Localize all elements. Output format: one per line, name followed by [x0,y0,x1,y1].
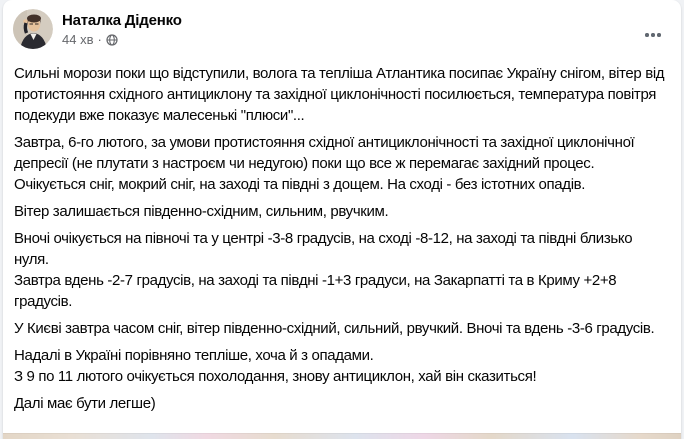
author-name[interactable]: Наталка Діденко [62,12,182,29]
post-line: Завтра вдень -2-7 градусів, на заході та півдні -1+3 градуси, на Закарпатті та в Криму +2+8 градусів. [14,272,617,310]
meta-separator: · [97,32,102,47]
post-paragraph [14,132,668,195]
post-line: Далі має бути легше) [14,395,156,412]
post-text [3,51,681,414]
header-meta [62,9,637,48]
post-paragraph [14,201,668,222]
attachment-image-edge[interactable] [3,433,681,439]
avatar-image [13,9,53,49]
post-meta-row [62,32,637,48]
globe-icon [106,34,118,46]
post-line: Надалі в Україні порівняно тепліше, хоча й з опадами. [14,347,374,364]
avatar[interactable] [13,9,53,49]
post-line: Вночі очікується на півночі та у центрі -3-8 градусів, на сході -8-12, на заході та півдні близько нуля. [14,230,633,268]
post-paragraph [14,393,668,414]
post-header [3,0,681,51]
post-options-button[interactable] [637,19,669,51]
ellipsis-icon [645,33,649,37]
post-line: Завтра, 6-го лютого, за умови протистояння східної антициклонічності та західної циклонічної депресії (не плутати з настроєм чи недугою) поки що все ж перемагає західний процес. Очікується сніг, мокрий сніг, на заході та півдні з дощем. На сході - без істотних опадів. [14,134,635,193]
post-line: У Києві завтра часом сніг, вітер південно-східний, сильний, рвучкий. Вночі та вдень -3-6 градусів. [14,320,655,337]
post-paragraph [14,345,668,387]
post-paragraph [14,228,668,312]
post-line: Сильні морози поки що відступили, волога та тепліша Атлантика посипає Україну снігом, вітер від протистояння східного антициклону та західної циклонічності посилюється, температура повітря подекуди вже показує малесенькі "плюси"... [14,65,665,124]
timestamp[interactable]: 44 хв [62,32,94,47]
post-paragraph [14,318,668,339]
post-line: Вітер залишається південно-східним, сильним, рвучким. [14,203,389,220]
post-card [3,0,681,439]
post-line: З 9 по 11 лютого очікується похолодання, знову антициклон, хай він сказиться! [14,368,537,385]
post-paragraph [14,63,668,126]
